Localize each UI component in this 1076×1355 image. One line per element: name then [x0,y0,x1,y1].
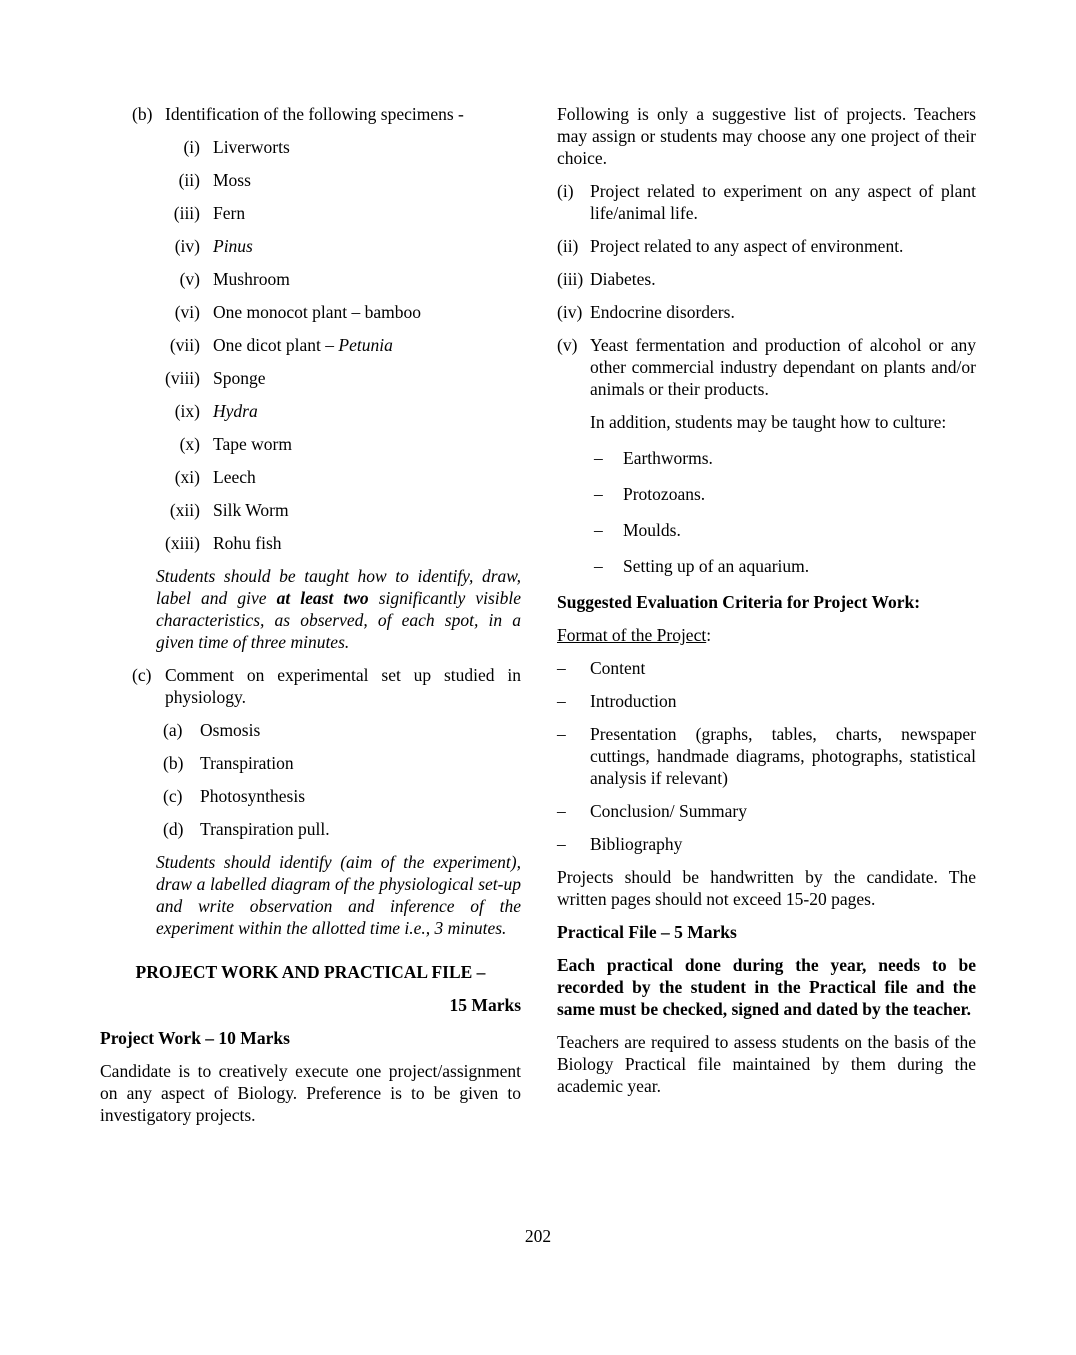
item-b-note: Students should be taught how to identify, draw, label and give at least two significantly visible characteristics, as observed, of each spot, in a given time of three minutes. [156,566,521,652]
project-num: (ii) [557,236,579,256]
project-num: (i) [557,181,574,201]
project-work-paragraph: Candidate is to creatively execute one project/assignment on any aspect of Biology. Preference is to be given to investigatory projects. [100,1061,521,1125]
dash-marker: – [594,520,603,540]
specimen-text-italic: Pinus [213,236,253,256]
page-number: 202 [524,1226,552,1246]
specimen-num: (xiii) [165,533,200,553]
item-c-label: (c) [132,665,152,685]
project-text: Endocrine disorders. [590,302,735,322]
specimen-item [100,136,521,158]
specimen-text: Tape worm [213,434,292,454]
dash-marker: – [594,448,603,468]
project-text: Yeast fermentation and production of alcohol or any other commercial industry dependant on plants and/or animals or their products. [590,335,976,399]
physiology-text: Transpiration [200,753,294,773]
specimen-num: (xi) [174,467,200,487]
project-num: (v) [557,335,578,355]
specimen-item [100,466,521,488]
specimen-num: (v) [179,269,200,289]
dash-marker: – [557,724,566,744]
note-bold-phrase: at least two [276,588,369,608]
project-text: Diabetes. [590,269,656,289]
specimen-num: (vii) [169,335,200,355]
item-c-text: Comment on experimental set up studied in physiology. [165,665,521,707]
physiology-num: (a) [163,720,183,740]
dash-marker: – [557,801,566,821]
physiology-text: Osmosis [200,720,261,740]
project-work-practical-file-heading: PROJECT WORK AND PRACTICAL FILE – [135,962,486,982]
format-item [557,657,976,679]
physiology-item [100,785,521,807]
specimen-text: Moss [213,170,251,190]
format-item [557,723,976,789]
dash-marker: – [594,484,603,504]
marks-15: 15 Marks [449,995,521,1015]
specimen-item [100,268,521,290]
item-c-heading [100,664,521,708]
specimen-text: Liverworts [213,137,290,157]
format-text: Presentation (graphs, tables, charts, newspaper cuttings, handmade diagrams, photographs, statistical analysis if relevant) [590,724,976,788]
dash-marker: – [557,834,566,854]
evaluation-criteria-heading: Suggested Evaluation Criteria for Project Work: [557,592,921,612]
culture-item [557,483,976,505]
specimen-text: Sponge [213,368,266,388]
culture-item [557,447,976,469]
project-num: (iii) [557,269,584,289]
specimen-num: (vi) [174,302,200,322]
specimen-item [100,169,521,191]
specimen-text: One monocot plant – bamboo [213,302,422,322]
project-item [557,180,976,224]
dash-marker: – [557,658,566,678]
specimen-item [100,301,521,323]
format-text: Content [590,658,646,678]
physiology-num: (c) [163,786,183,806]
specimen-item [100,202,521,224]
culture-intro: In addition, students may be taught how to culture: [590,412,947,432]
practical-file-heading: Practical File – 5 Marks [557,922,737,942]
specimen-text: Fern [213,203,246,223]
physiology-num: (d) [163,819,184,839]
specimen-item [100,400,521,422]
item-c-note: Students should identify (aim of the experiment), draw a labelled diagram of the physiological set-up and write observation and inference of the experiment within the allotted time i.e., 3 minutes. [156,852,521,938]
project-item [557,268,976,290]
physiology-text: Photosynthesis [200,786,306,806]
teachers-paragraph: Teachers are required to assess students on the basis of the Biology Practical file maintained by them during the academic year. [557,1032,976,1096]
right-column [557,103,976,1108]
specimen-num: (ii) [178,170,200,190]
culture-text: Moulds. [623,520,681,540]
specimen-num: (i) [183,137,200,157]
specimen-num: (viii) [165,368,200,388]
specimen-text: Mushroom [213,269,290,289]
specimen-text: Rohu fish [213,533,282,553]
culture-text: Setting up of an aquarium. [623,556,810,576]
project-text: Project related to experiment on any aspect of plant life/animal life. [590,181,976,223]
specimen-num: (xii) [169,500,200,520]
specimen-item [100,532,521,554]
item-b-heading [100,103,521,125]
culture-text: Protozoans. [623,484,706,504]
physiology-item [100,752,521,774]
culture-item [557,519,976,541]
format-item [557,690,976,712]
project-text: Project related to any aspect of environment. [590,236,904,256]
item-b-label: (b) [132,104,153,124]
format-item [557,800,976,822]
format-text: Introduction [590,691,677,711]
dash-marker: – [594,556,603,576]
specimen-text: Leech [213,467,256,487]
handwritten-paragraph: Projects should be handwritten by the candidate. The written pages should not exceed 15-20 pages. [557,867,976,909]
specimen-item [100,433,521,455]
project-work-heading: Project Work – 10 Marks [100,1028,290,1048]
specimen-num: (ix) [174,401,200,421]
format-heading: Format of the Project: [557,625,712,645]
specimen-num: (iii) [173,203,200,223]
physiology-text: Transpiration pull. [200,819,330,839]
physiology-item [100,719,521,741]
physiology-num: (b) [163,753,184,773]
specimen-item [100,334,521,356]
specimen-num: (x) [179,434,200,454]
culture-item [557,555,976,577]
specimen-text: Silk Worm [213,500,289,520]
format-item [557,833,976,855]
specimen-item [100,499,521,521]
format-text: Bibliography [590,834,683,854]
project-item [557,334,976,400]
project-item [557,235,976,257]
specimen-num: (iv) [174,236,200,256]
specimen-item [100,367,521,389]
left-column [100,103,521,1137]
project-item [557,301,976,323]
item-b-text: Identification of the following specimens - [165,104,464,124]
project-num: (iv) [557,302,583,322]
culture-text: Earthworms. [623,448,713,468]
specimen-text: One dicot plant – [213,335,339,355]
practical-file-bold-paragraph: Each practical done during the year, needs to be recorded by the student in the Practical file and the same must be checked, signed and dated by the teacher. [557,955,976,1019]
format-text: Conclusion/ Summary [590,801,748,821]
dash-marker: – [557,691,566,711]
specimen-text-italic: Hydra [213,401,258,421]
projects-intro-paragraph: Following is only a suggestive list of projects. Teachers may assign or students may choose any one project of their choice. [557,104,976,168]
specimen-text-italic: Petunia [338,335,393,355]
specimen-item [100,235,521,257]
physiology-item [100,818,521,840]
